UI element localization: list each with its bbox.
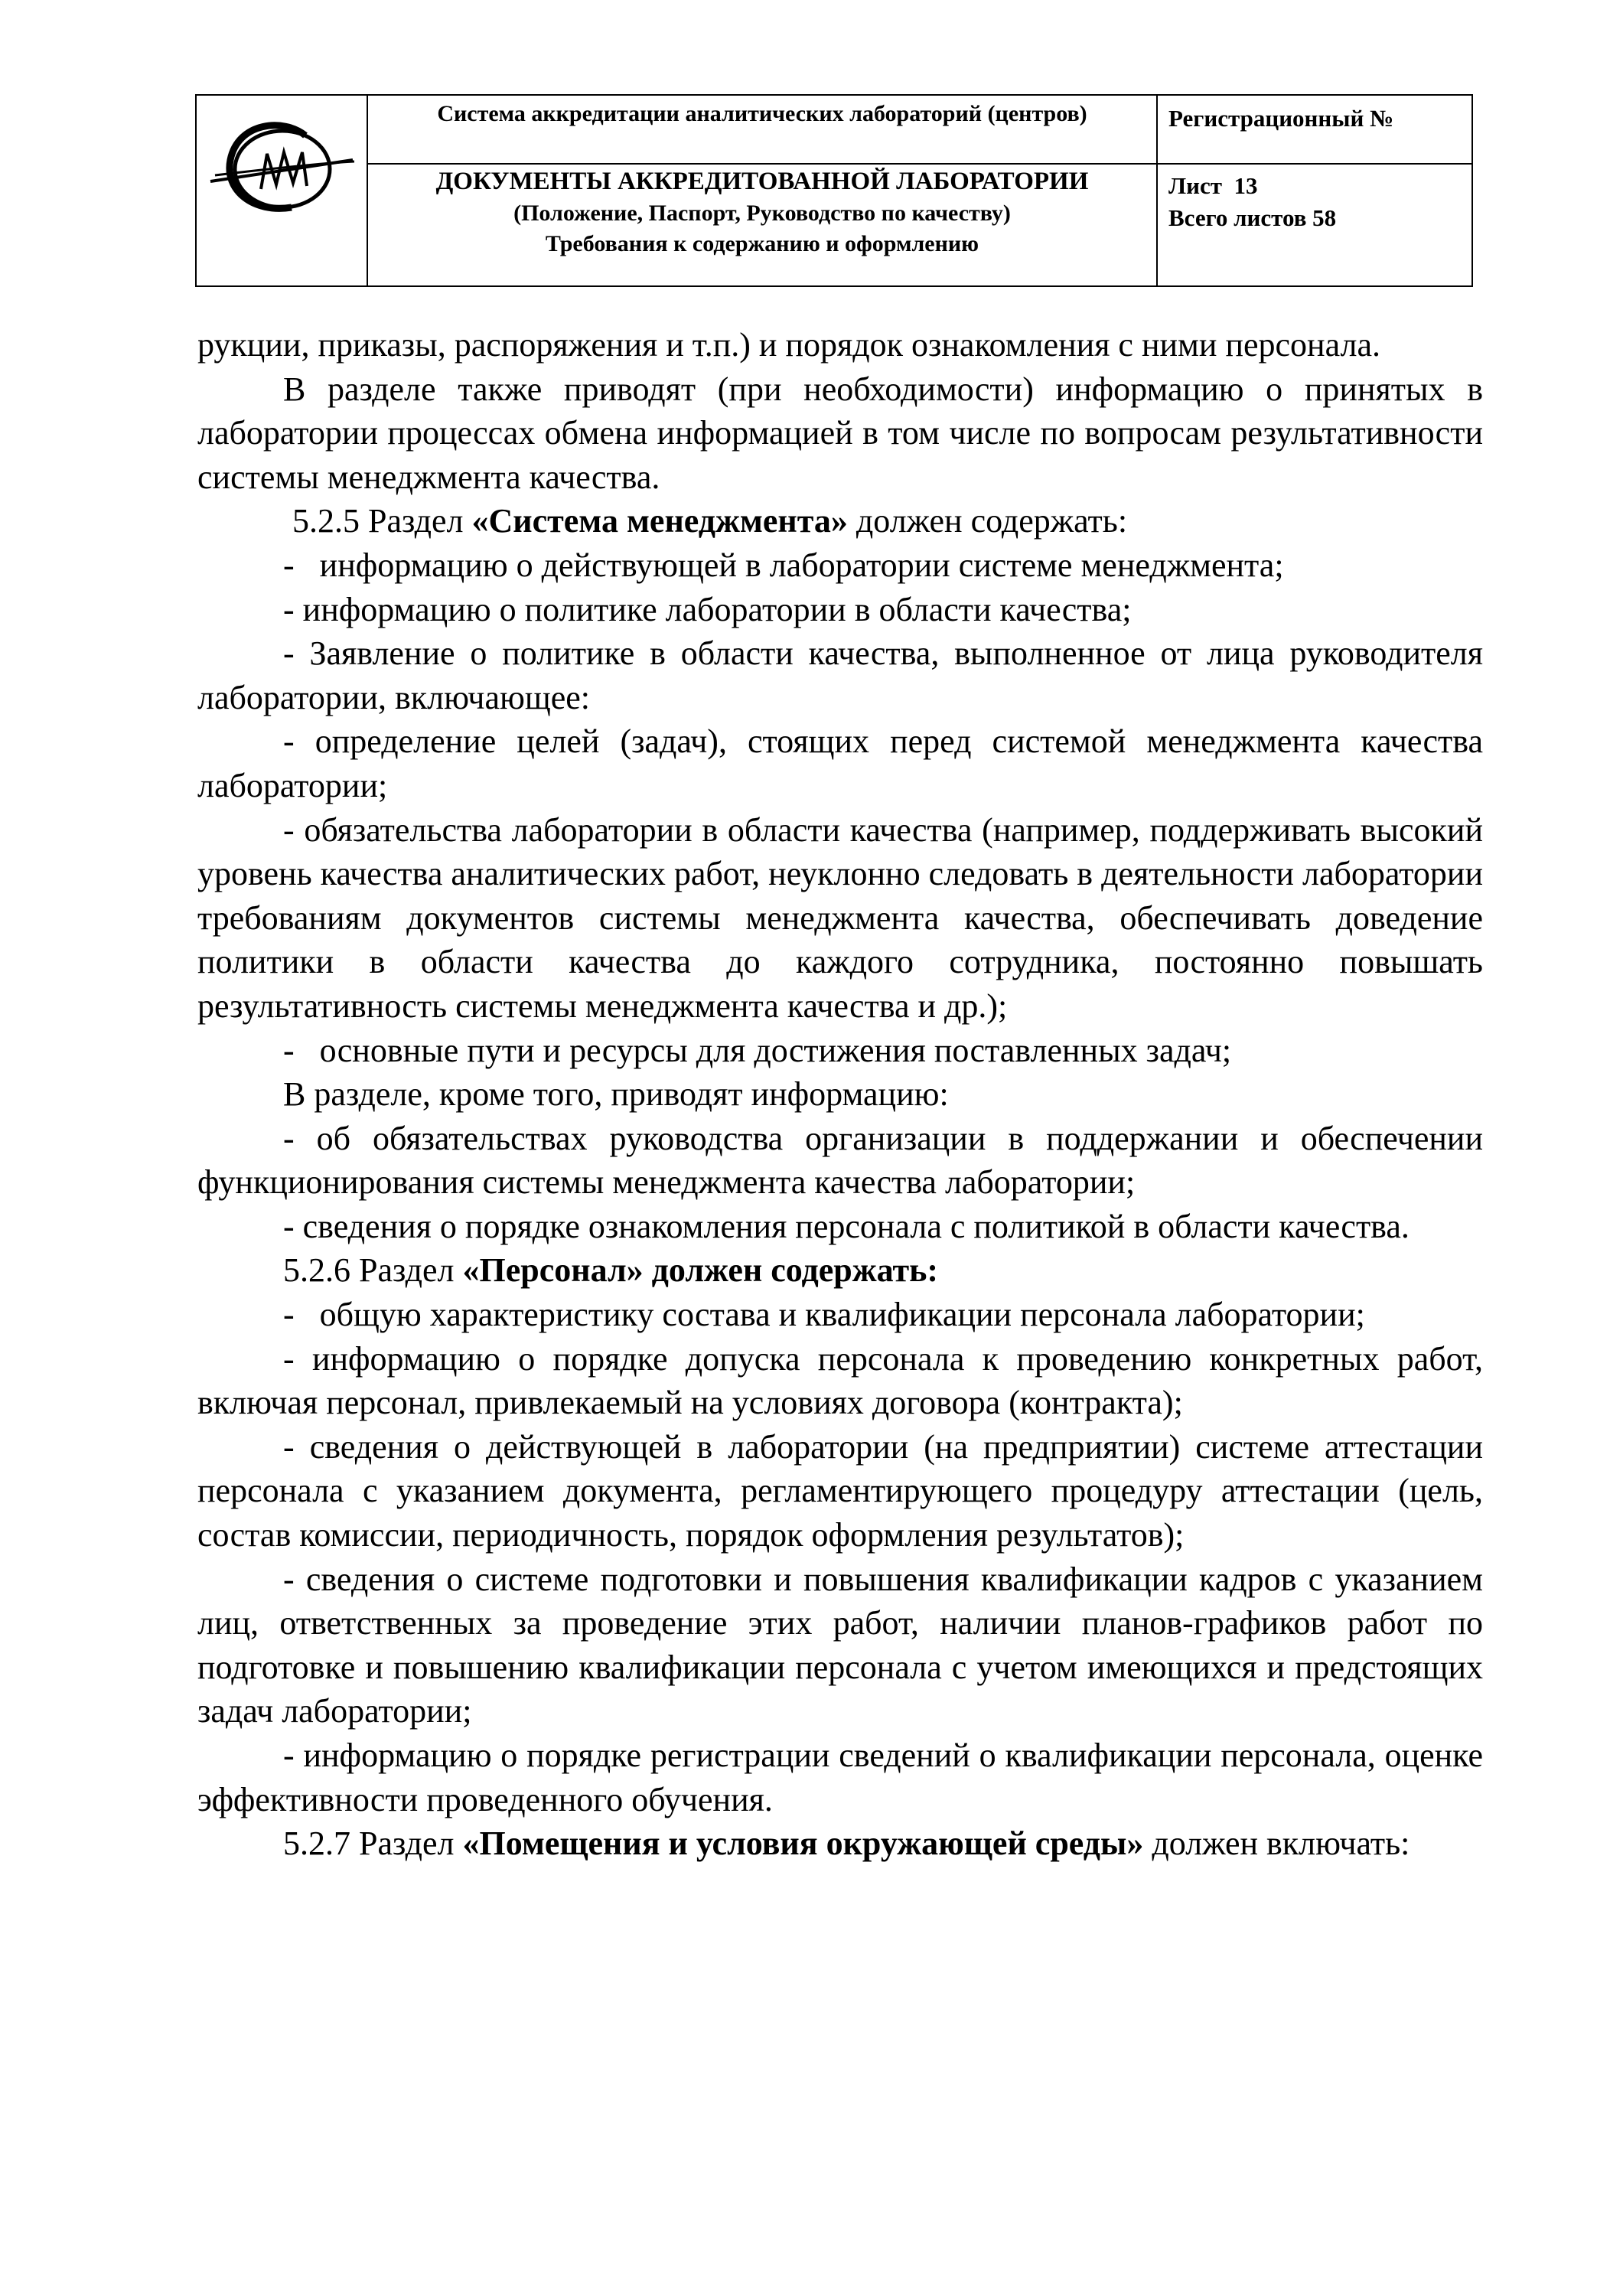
document-title: ДОКУМЕНТЫ АККРЕДИТОВАННОЙ ЛАБОРАТОРИИ (435, 168, 1089, 195)
paragraph: В разделе также приводят (при необходимости) информацию о принятых в лаборатории процессах обмена информацией в том числе по вопросам результативности системы менеджмента качества. (197, 370, 1483, 496)
section-heading (197, 1821, 1483, 1866)
section-heading-rest: должен содержать: (847, 502, 1128, 540)
section-number: 5.2.6 Раздел (283, 1251, 463, 1290)
list-item: - общую характеристику состава и квалификации персонала лаборатории; (283, 1296, 1365, 1334)
section-title: «Персонал» должен содержать: (462, 1251, 939, 1290)
list-item: - сведения о порядке ознакомления персонала с политикой в области качества. (283, 1207, 1410, 1245)
list-item: - об обязательствах руководства организации в поддержании и обеспечении функционирования системы менеджмента качества лаборатории; (197, 1119, 1483, 1202)
document-body (197, 323, 1483, 1866)
list-item: - определение целей (задач), стоящих перед системой менеджмента качества лаборатории; (197, 722, 1483, 804)
section-heading (197, 1248, 1483, 1293)
document-requirements: Требования к содержанию и оформлению (545, 231, 979, 256)
header-divider (1156, 96, 1158, 285)
sheet-number: Лист 13 (1168, 172, 1258, 199)
list-item: - информацию о политике лаборатории в области качества; (283, 590, 1132, 628)
section-title: «Система менеджмента» (471, 502, 848, 540)
total-sheets: Всего листов 58 (1168, 204, 1337, 231)
list-item: - основные пути и ресурсы для достижения поставленных задач; (283, 1031, 1232, 1069)
list-item: - информацию о порядке регистрации сведений о квалификации персонала, оценке эффективности проведенного обучения. (197, 1737, 1483, 1818)
system-title: Система аккредитации аналитических лабораторий (центров) (437, 101, 1087, 126)
document-header (195, 94, 1473, 287)
section-number: 5.2.5 Раздел (292, 502, 472, 540)
paragraph: рукции, приказы, распоряжения и т.п.) и порядок ознакомления с ними персонала. (197, 326, 1380, 364)
list-item: - сведения о действующей в лаборатории (на предприятии) системе аттестации персонала с указанием документа, регламентирующего процедуру аттестации (цель, состав комиссии, периодичность, порядок оформления результатов); (197, 1427, 1483, 1554)
section-title: «Помещения и условия окружающей среды» (462, 1825, 1144, 1863)
section-number: 5.2.7 Раздел (283, 1825, 463, 1863)
list-item: - обязательства лаборатории в области качества (например, поддерживать высокий уровень качества аналитических работ, неуклонно следовать в деятельности лаборатории требованиям документов системы менеджмента качества, обеспечивать доведение политики в области качества до каждого сотрудника, постоянно повышать результативность системы менеджмента качества и др.); (197, 810, 1483, 1025)
list-item: - Заявление о политике в области качества, выполненное от лица руководителя лаборатории, включающее: (197, 634, 1483, 716)
paragraph: В разделе, кроме того, приводят информацию: (283, 1075, 949, 1114)
document-subtitle: (Положение, Паспорт, Руководство по качеству) (513, 201, 1011, 226)
registration-number-label: Регистрационный № (1168, 105, 1394, 132)
list-item: - информацию о порядке допуска персонала к проведению конкретных работ, включая персонал, привлекаемый на условиях договора (контракта); (197, 1339, 1483, 1422)
header-divider (367, 163, 1471, 165)
section-heading-rest: должен включать: (1143, 1825, 1410, 1863)
sam-logo-icon (207, 114, 357, 220)
section-heading (197, 499, 1483, 543)
list-item: - сведения о системе подготовки и повышения квалификации кадров с указанием лиц, ответственных за проведение этих работ, наличии планов-графиков работ по подготовке и повышению квалификации персонала с учетом имеющихся и предстоящих задач лаборатории; (197, 1560, 1483, 1730)
list-item: - информацию о действующей в лаборатории системе менеджмента; (283, 546, 1284, 584)
